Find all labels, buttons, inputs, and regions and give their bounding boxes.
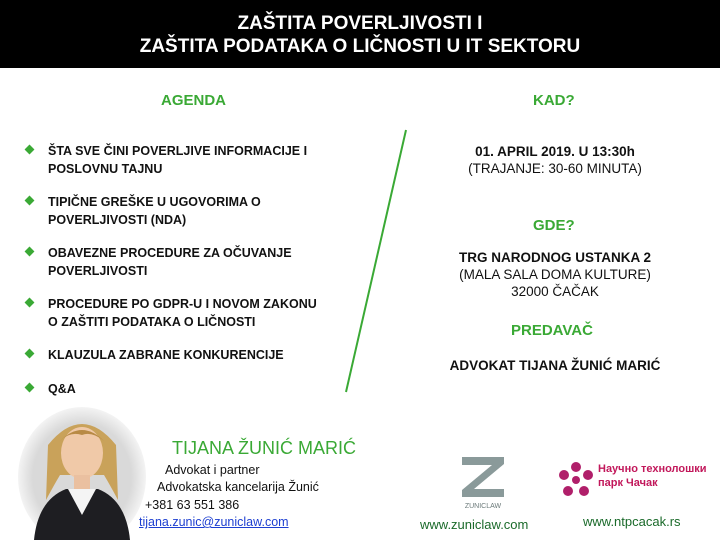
- agenda-item-line: ŠTA SVE ČINI POVERLJIVE INFORMACIJE I: [48, 144, 308, 158]
- ntp-logo-text: [598, 462, 707, 490]
- agenda-item-line: OBAVEZNE PROCEDURE ZA OČUVANJE: [48, 246, 292, 260]
- ntp-line-1: Научно технолошки: [598, 463, 707, 475]
- speaker-name: TIJANA ŽUNIĆ MARIĆ: [172, 438, 357, 458]
- where-details: [430, 249, 680, 300]
- agenda-item-line: TIPIČNE GREŠKE U UGOVORIMA O: [48, 195, 261, 209]
- venue-city: 32000 ČAČAK: [511, 284, 599, 299]
- agenda-item-line: Q&A: [48, 382, 76, 396]
- when-details: [430, 143, 680, 177]
- venue-address: TRG NARODNOG USTANKA 2: [459, 250, 651, 265]
- speaker-phone: +381 63 551 386: [145, 498, 240, 512]
- speaker-role: Advokat i partner: [165, 463, 260, 477]
- speaker-section-title: PREDAVAČ: [511, 322, 593, 339]
- agenda-item-line: POSLOVNU TAJNU: [48, 162, 163, 176]
- zuniclaw-logo-text: ZUNICLAW: [464, 503, 502, 510]
- ntp-line-2: парк Чачак: [598, 477, 658, 489]
- agenda-item-line: POVERLJIVOSTI (NDA): [48, 213, 187, 227]
- header-title-line-2: ZAŠTITA PODATAKA O LIČNOSTI U IT SEKTORU: [139, 36, 581, 57]
- header-title-line-1: ZAŠTITA POVERLJIVOSTI I: [237, 13, 483, 34]
- zuniclaw-url[interactable]: www.zuniclaw.com: [420, 517, 529, 532]
- agenda-item-line: O ZAŠTITI PODATAKA O LIČNOSTI: [48, 315, 256, 329]
- where-title: GDE?: [533, 217, 575, 234]
- speaker-photo: [18, 405, 146, 540]
- agenda-item-line: PROCEDURE PO GDPR-U I NOVOM ZAKONU: [48, 297, 317, 311]
- ntp-flower-icon: [556, 460, 596, 500]
- ntp-url[interactable]: www.ntpcacak.rs: [583, 514, 681, 529]
- event-date: 01. APRIL 2019. U 13:30h: [475, 144, 635, 159]
- when-title: KAD?: [533, 92, 575, 109]
- speaker-section-name: ADVOKAT TIJANA ŽUNIĆ MARIĆ: [449, 358, 661, 373]
- venue-name: (MALA SALA DOMA KULTURE): [459, 267, 651, 282]
- speaker-email-link[interactable]: tijana.zunic@zuniclaw.com: [139, 515, 289, 529]
- speaker-firm: Advokatska kancelarija Žunić: [157, 480, 319, 494]
- event-duration: (TRAJANJE: 30-60 MINUTA): [468, 161, 642, 176]
- agenda-item-line: KLAUZULA ZABRANE KONKURENCIJE: [48, 348, 284, 362]
- agenda-title: AGENDA: [161, 92, 227, 109]
- zuniclaw-logo: [460, 455, 506, 511]
- agenda-item-line: POVERLJIVOSTI: [48, 264, 148, 278]
